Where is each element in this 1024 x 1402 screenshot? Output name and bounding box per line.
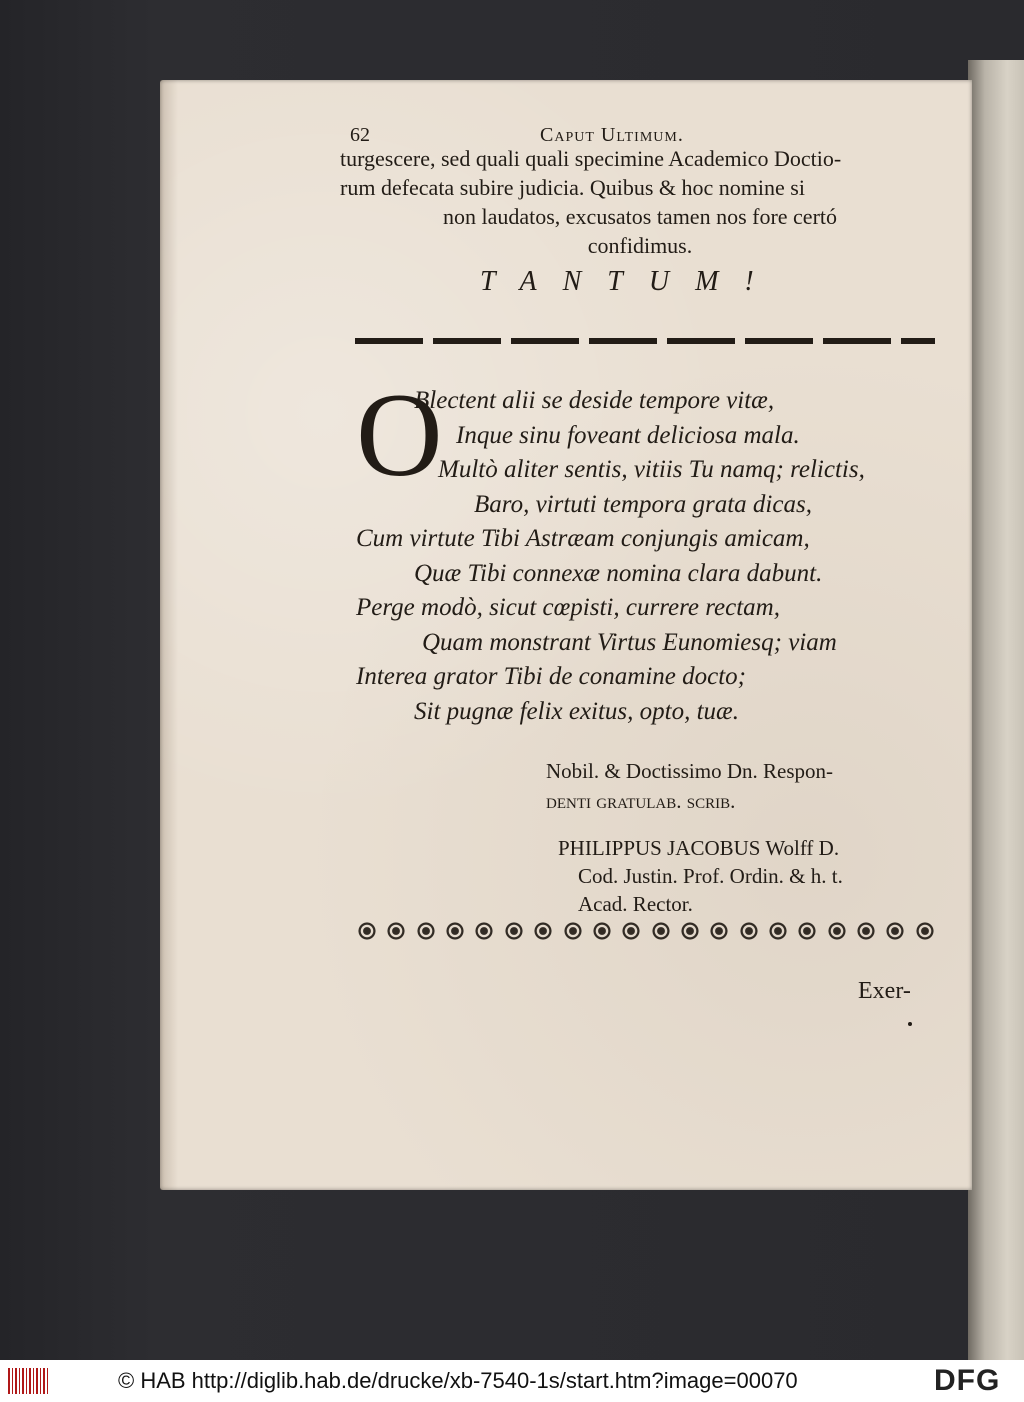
- ornament-icon: [503, 922, 525, 940]
- body-line: confidimus.: [587, 233, 693, 258]
- catchword: Exer-: [858, 978, 911, 1004]
- poem-line: Cum virtute Tibi Astræam conjungis amicam,: [356, 525, 810, 552]
- ornament-icon: [591, 922, 613, 940]
- ornament-icon: [767, 922, 789, 940]
- tantum-heading: TANTUM!: [480, 266, 780, 297]
- ornament-icon: [415, 922, 437, 940]
- ink-dot: [908, 1022, 912, 1026]
- poem: [356, 384, 956, 729]
- poem-line: Quæ Tibi connexæ nomina clara dabunt.: [414, 559, 823, 587]
- ornament-icon: [914, 922, 936, 940]
- dedication: [546, 756, 833, 816]
- ornament-icon: [708, 922, 730, 940]
- footer-bar: [0, 1360, 1024, 1402]
- ornament-icon: [855, 922, 877, 940]
- poem-line: Multò aliter sentis, vitiis Tu namq; relictis,: [438, 456, 865, 483]
- signature: [558, 834, 843, 918]
- body-line: turgescere, sed quali quali specimine Academico Doctio-: [340, 146, 842, 171]
- ornament-icon: [532, 922, 554, 940]
- poem-line: Interea grator Tibi de conamine docto;: [356, 663, 746, 690]
- page-edge-shadow: [160, 80, 178, 1190]
- page-number: 62: [350, 124, 370, 146]
- dashed-rule: [355, 338, 935, 344]
- hab-logo-icon: [8, 1368, 48, 1394]
- ornament-icon: [356, 922, 378, 940]
- body-paragraph: [340, 144, 940, 260]
- ornament-icon: [562, 922, 584, 940]
- ornament-icon: [796, 922, 818, 940]
- signature-name: PHILIPPUS JACOBUS Wolff D.: [558, 836, 840, 860]
- ornament-icon: [738, 922, 760, 940]
- body-line: non laudatos, excusatos tamen nos fore certó: [442, 204, 838, 229]
- dedication-line: denti gratulab. scrib.: [546, 789, 736, 813]
- body-line: rum defecata subire judicia. Quibus & hoc nomine si: [340, 175, 805, 200]
- document-page: [160, 80, 972, 1190]
- poem-line: Perge modò, sicut cœpisti, currere rectam,: [356, 594, 780, 621]
- ornament-icon: [444, 922, 466, 940]
- ornament-icon: [826, 922, 848, 940]
- ornament-icon: [620, 922, 642, 940]
- signature-title: Cod. Justin. Prof. Ordin. & h. t.: [578, 864, 843, 888]
- dfg-logo: DFG: [934, 1364, 1001, 1397]
- ornament-icon: [679, 922, 701, 940]
- ornament-icon: [650, 922, 672, 940]
- poem-line: Quam monstrant Virtus Eunomiesq; viam: [422, 628, 837, 656]
- ornament-icon: [884, 922, 906, 940]
- footer-url[interactable]: © HAB http://diglib.hab.de/drucke/xb-7540-1s/start.htm?image=00070: [118, 1368, 798, 1393]
- adjacent-page-edge: [968, 60, 1024, 1360]
- ornamental-border: [356, 918, 936, 944]
- poem-line: Inque sinu foveant deliciosa mala.: [456, 421, 800, 449]
- dedication-line: Nobil. & Doctissimo Dn. Respon-: [546, 759, 833, 783]
- ornament-icon: [473, 922, 495, 940]
- running-title: Caput Ultimum.: [540, 124, 684, 146]
- signature-title: Acad. Rector.: [578, 892, 693, 916]
- poem-line: Sit pugnæ felix exitus, opto, tuæ.: [414, 697, 739, 725]
- poem-line: Baro, virtuti tempora grata dicas,: [474, 490, 812, 518]
- drop-cap: O: [356, 368, 443, 501]
- ornament-icon: [385, 922, 407, 940]
- poem-line: Blectent alii se deside tempore vitæ,: [414, 387, 775, 414]
